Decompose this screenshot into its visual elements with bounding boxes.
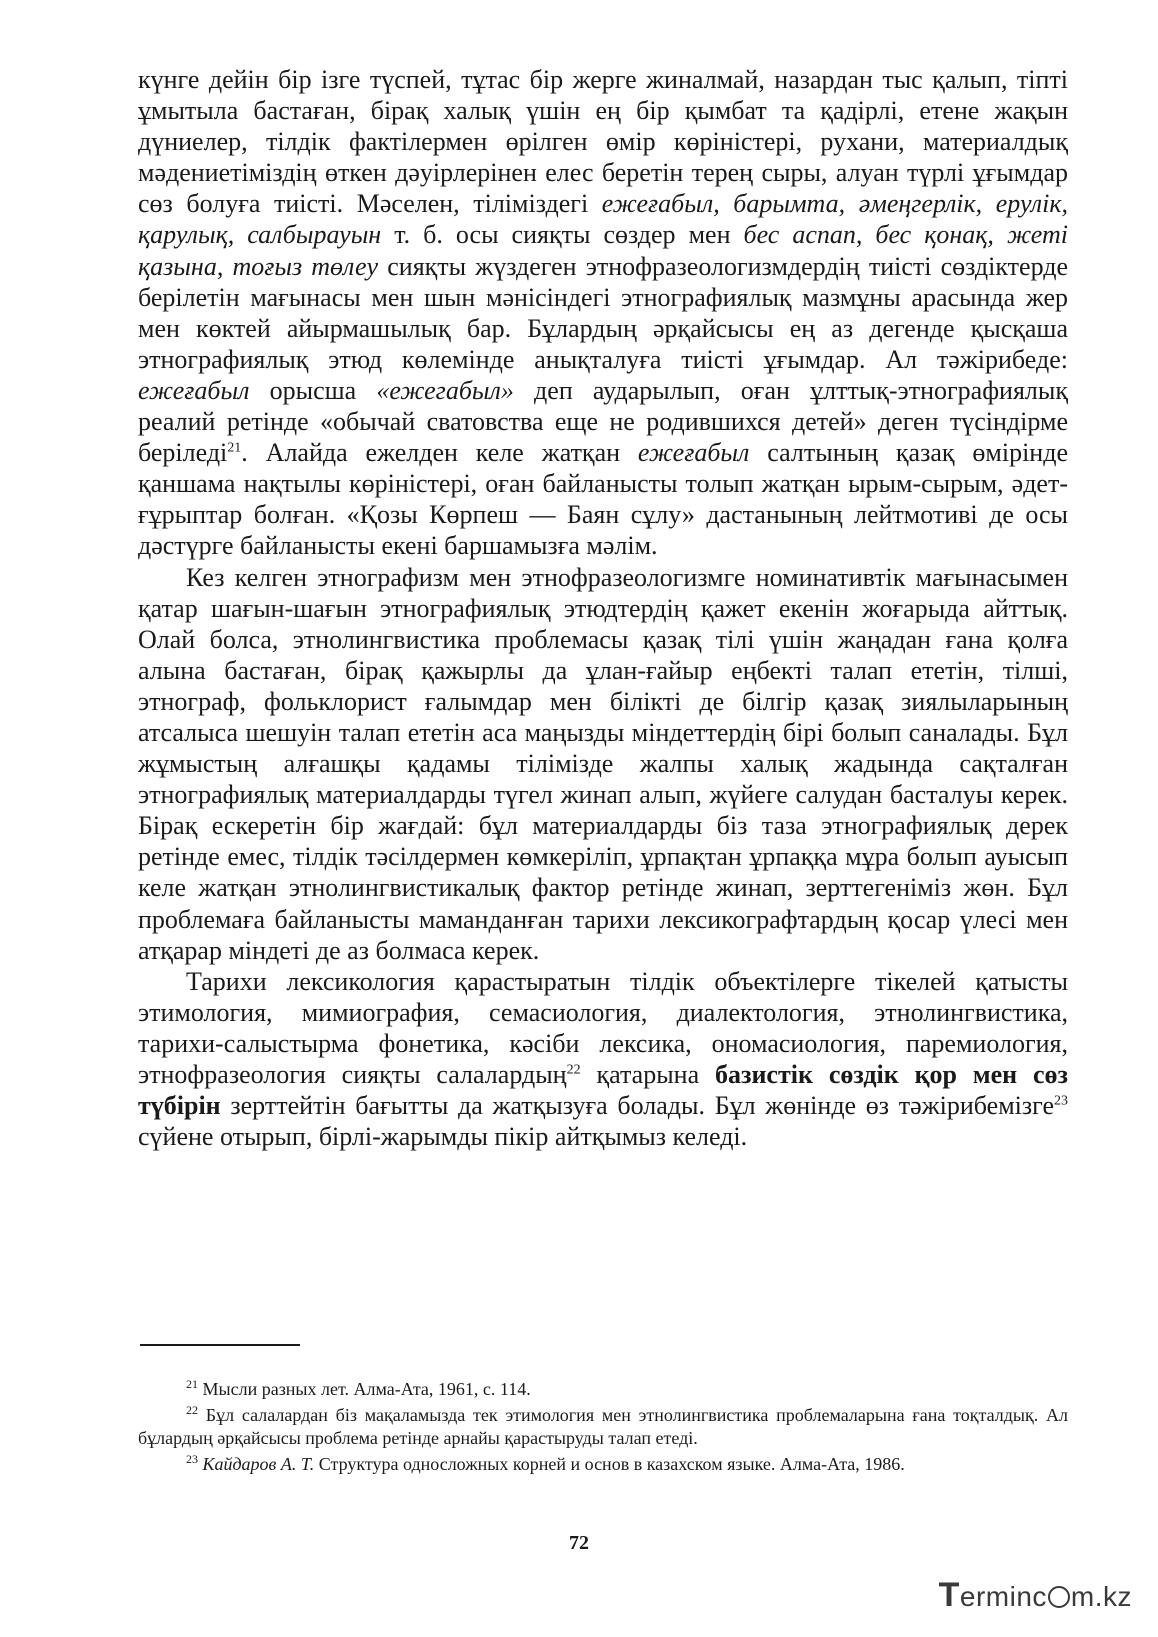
footnote-divider (140, 1344, 300, 1346)
bold-phrase: базистік сөздік қор мен сөз түбірін (138, 1060, 1068, 1121)
footnote-21: $^{21}$ Мысли разных лет. Алма-Ата, 1961, с. 114. (186, 1377, 531, 1399)
footnote-ref-22: 22 (566, 1062, 581, 1078)
paragraph-2: Кез келген этнографизм мен этнофразеологизмге номинативтік мағынасымен қатар шағын-шағын этнографиялық этюдтердің қажет екенін жоғарыда айттық. Олай болса, этнолингвистика проблемасы қазақ тілі үшін жаңадан ғана қолға алына бастаған, бірақ қажырлы да ұлан-ғайыр еңбекті талап ететін, тілші, этнограф, фольклорист ғалымдар мен білікті де білгір қазақ зиялыларының атсалыса шешуін талап ететін аса маңызды міндеттердің бірі болып саналады. Бұл жұмыстың алғашқы қадамы тілімізде жалпы халық жадында сақталған этнографиялық материалдарды түгел жинап алып, жүйеге салудан басталуы керек. Бірақ ескеретін бір жағдай: бұл материалдарды біз таза этнографиялық дерек ретінде емес, тілдік тәсілдермен көмкеріліп, ұрпақтан ұрпаққа мұра болып ауысып келе жатқан этнолингвистикалық фактор ретінде жинап, зерттегеніміз жөн. Бұл проблемаға байланысты маманданған тарихи лексикографтардың қосар үлесі мен атқарар міндеті де аз болмаса керек. (138, 562, 1068, 965)
italic-phrases: бес аспап, бес қонақ, жеті қазына, тоғыз төлеу (138, 220, 1068, 281)
page-number: 72 (569, 1532, 589, 1554)
paragraph-1: күнге дейін бір ізге түспей, тұтас бір жерге жиналмай, назардан тыс қалып, тіпті ұмытыла бастаған, бірақ халық үшін ең бір қымбат та қадірлі, етене жақын дүниелер, тілдік фактілермен өрілген өмір көріністері, рухани, материалдық мәдениетіміздің өткен дәуірлерінен елес беретін терең сыры, алуан түрлі ұғымдар сөз болуға тиісті. Мәселен, тіліміздегі ежеғабыл, барымта, әмеңгерлік, ерулік, қарулық, салбырауын т. б. осы сияқты сөздер мен бес аспап, бес қонақ, жеті қазына, тоғыз төлеу сияқты жүздеген этнофразеологизмдердің тиісті сөздіктерде берілетін мағынасы мен шын мәнісіндегі этнографиялық мазмұны арасында жер мен көктей айырмашылық бар. Бұлардың әрқайсысы ең аз дегенде қысқаша этнографиялық этюд көлемінде анықталуға тиісті ұғымдар. Ал тәжірибеде: ежеғабыл орысша «ежегабыл» деп аударылып, оған ұлттық-этнографиялық реалий ретінде «обычай сватовства еще не родившихся детей» деген түсіндірме беріледі$^{21}$. Алайда ежелден келе жатқан ежеғабыл салтының қазақ өмірінде қаншама нақтылы көріністері, оған байланысты толып жатқан ырым-сырым, әдет-ғұрыптар болған. «Қозы Көрпеш — Баян сұлу» дастанының лейтмотиві де осы дәстүрге байланысты екені баршамызға мәлім. (138, 65, 1069, 561)
footnote-ref-23: 23 (1054, 1093, 1068, 1109)
footnote-22: $^{22}$ Бұл салалардан біз мақаламызда тек этимология мен этнолингвистика проблемаларына ғана тоқталдық. Ал бұлардың әрқайсысы проблема ретінде арнайы қарастыруды талап етеді. (138, 1403, 1068, 1448)
footnote-author: Кайдаров А. Т. (202, 1454, 315, 1474)
footnote-ref-21: 21 (227, 440, 242, 456)
paragraph-3: Тарихи лексикология қарастыратын тілдік объектілерге тікелей қатысты этимология, мимиография, семасиология, диалектология, этнолингвистика, тарихи-салыстырма фонетика, кәсіби лексика, ономасиология, паремиология, этнофразеология сияқты салалардың$^{22}$ қатарына базистік сөздік қор мен сөз түбірін зерттейтін бағытты да жатқызуға болады. Бұл жөнінде өз тәжірибемізге$^{23}$ сүйене отырып, бірлі-жарымды пікір айтқымыз келеді. (138, 966, 1068, 1152)
watermark-circle-icon (1048, 1586, 1070, 1608)
italic-terms: ежеғабыл, барымта, әмеңгерлік, ерулік, қарулық, салбырауын (138, 189, 1069, 250)
site-watermark: Terminc m.kz (938, 1576, 1132, 1614)
main-text (138, 64, 1068, 1152)
footnote-23: $^{23}$ Кайдаров А. Т. Структура односложных корней и основ в казахском языке. Алма-Ата, 1986. (186, 1452, 905, 1474)
footnotes (138, 1378, 1068, 1479)
